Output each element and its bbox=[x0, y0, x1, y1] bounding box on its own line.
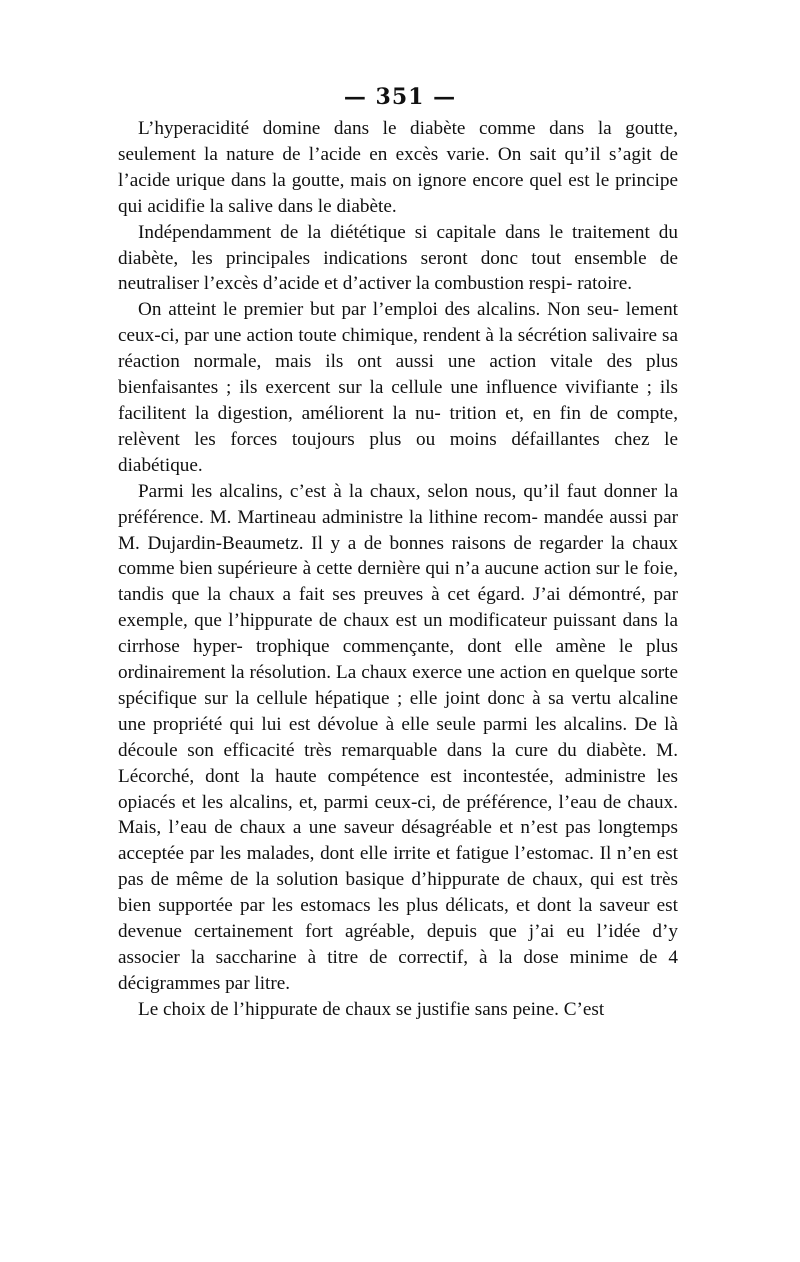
paragraph: Parmi les alcalins, c’est à la chaux, selon nous, qu’il faut donner la préférence. M. Martineau administre la lithine recom- mandée aussi par M. Dujardin-Beaumetz. Il y a de bonnes raisons de regarder la chaux comme bien supérieure à cette dernière qui n’a aucune action sur le foie, tandis que la chaux a fait ses preuves à cet égard. J’ai démontré, par exemple, que l’hippurate de chaux est un modificateur puissant dans la cirrhose hyper- trophique commençante, dont elle amène le plus ordinairement la résolution. La chaux exerce une action en quelque sorte spécifique sur la cellule hépatique ; elle joint donc à sa vertu alcaline une propriété qui lui est dévolue à elle seule parmi les alcalins. De là découle son efficacité très remarquable dans la cure du diabète. M. Lécorché, dont la haute compétence est incontestée, administre les opiacés et les alcalins, et, parmi ceux-ci, de préférence, l’eau de chaux. Mais, l’eau de chaux a une saveur désagréable et n’est pas longtemps acceptée par les malades, dont elle irrite et fatigue l’estomac. Il n’en est pas de même de la solution basique d’hippurate de chaux, qui est très bien supportée par les estomacs les plus délicats, et dont la saveur est devenue certainement fort agréable, depuis que j’ai eu l’idée d’y associer la saccharine à titre de correctif, à la dose minime de 4 décigrammes par litre. bbox=[118, 480, 678, 994]
paragraph: Le choix de l’hippurate de chaux se justifie sans peine. C’est bbox=[138, 998, 605, 1020]
paragraph: On atteint le premier but par l’emploi des alcalins. Non seu- lement ceux-ci, par une action toute chimique, rendent à la sécrétion salivaire sa réaction normale, mais ils ont aussi une action vitale des plus bienfaisantes ; ils exercent sur la cellule une influence vivifiante ; ils facilitent la digestion, améliorent la nu- trition et, en fin de compte, relèvent les forces toujours plus ou moins défaillantes chez le diabétique. bbox=[118, 299, 678, 476]
page-number: — 351 — bbox=[343, 84, 457, 110]
paragraph: Indépendamment de la diététique si capitale dans le traitement du diabète, les principales indications seront donc tout ensemble de neutraliser l’excès d’acide et d’activer la combustion respi- ratoire. bbox=[118, 221, 678, 295]
paragraph: L’hyperacidité domine dans le diabète comme dans la goutte, seulement la nature de l’acide en excès varie. On sait qu’il s’agit de l’acide urique dans la goutte, mais on ignore encore quel est le principe qui acidifie la salive dans le diabète. bbox=[118, 118, 678, 217]
body-text bbox=[118, 116, 678, 1023]
